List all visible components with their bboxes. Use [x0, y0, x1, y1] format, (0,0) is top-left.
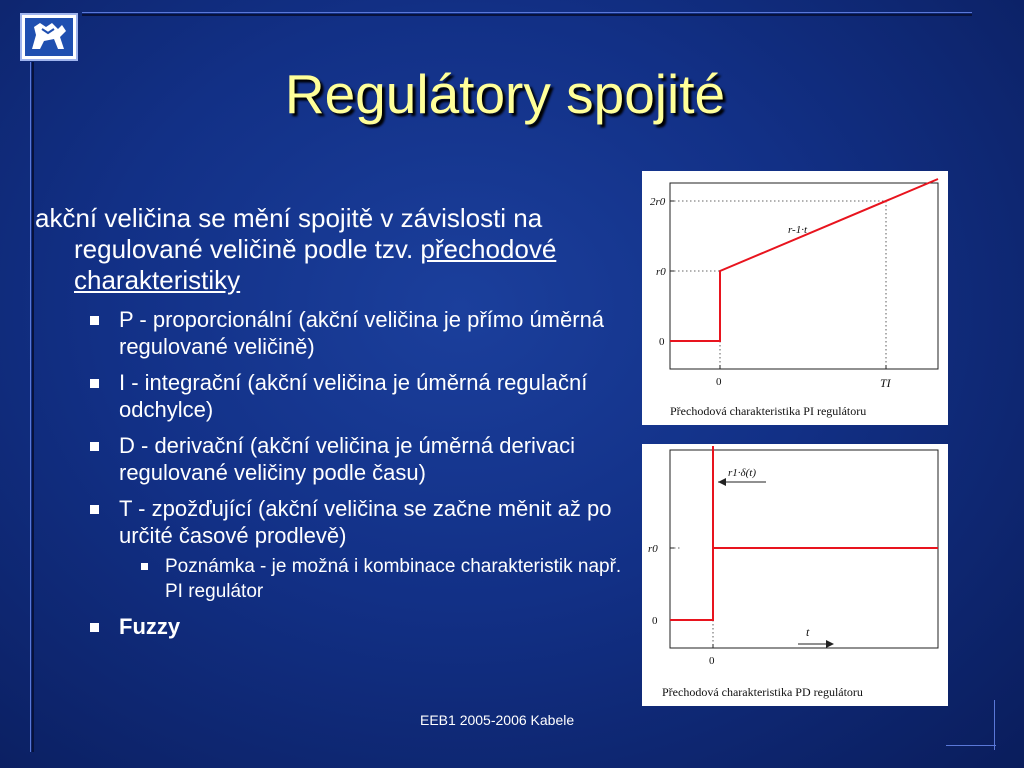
pd-label-x0: 0 — [709, 655, 715, 667]
characteristic-link[interactable]: přechodové charakteristiky — [74, 234, 557, 295]
pd-label-r0: r0 — [648, 543, 658, 555]
bullet-list — [35, 306, 635, 640]
pi-label-2r0: 2r0 — [650, 196, 666, 208]
frame-line-top-shadow — [82, 14, 972, 16]
square-bullet-icon — [90, 442, 99, 451]
pi-label-x0: 0 — [716, 376, 722, 388]
pi-step-response-figure — [642, 171, 948, 425]
list-item — [35, 613, 635, 640]
square-bullet-icon — [90, 623, 99, 632]
frame-line-top — [82, 12, 972, 13]
main-paragraph — [35, 203, 635, 296]
bullet-text: P - proporcionální (akční veličina je přímo úměrná regulované veličině) — [119, 307, 605, 359]
list-item — [35, 495, 635, 604]
pd-time-arrowhead-icon — [826, 640, 834, 648]
pd-time-label: t — [806, 625, 810, 639]
pd-annotation: r1·δ(t) — [728, 467, 757, 479]
pi-label-r0: r0 — [656, 266, 666, 278]
pd-label-zero: 0 — [652, 615, 658, 627]
frame-corner-right-horizontal — [946, 745, 996, 746]
pi-response-curve — [670, 179, 938, 341]
square-bullet-icon — [141, 563, 148, 570]
bullet-text: I - integrační (akční veličina je úměrná regulační odchylce) — [119, 370, 588, 422]
bullet-text-fuzzy: Fuzzy — [119, 614, 181, 639]
slide-title: Regulátory spojité — [284, 63, 726, 125]
square-bullet-icon — [90, 505, 99, 514]
pi-label-zero: 0 — [659, 336, 665, 348]
frame-corner-right-vertical — [994, 700, 995, 750]
square-bullet-icon — [90, 316, 99, 325]
slide-content — [35, 203, 635, 649]
pi-label-ti: TI — [880, 376, 891, 390]
square-bullet-icon — [90, 379, 99, 388]
list-item — [35, 306, 635, 360]
university-logo — [20, 13, 78, 61]
sub-bullet-list — [119, 554, 635, 604]
pd-caption: Přechodová charakteristika PD regulátoru — [662, 685, 863, 699]
pi-annotation: r-1·t — [788, 224, 808, 236]
bullet-text: D - derivační (akční veličina je úměrná derivaci regulované veličiny podle času) — [119, 433, 576, 485]
sub-bullet-text: Poznámka - je možná i kombinace charakteristik např. PI regulátor — [165, 556, 622, 602]
list-item — [35, 432, 635, 486]
slide-footer: EEB1 2005-2006 Kabele — [420, 712, 575, 728]
frame-line-left — [30, 62, 31, 752]
bullet-text: T - zpožďující (akční veličina se začne měnit až po určité časové prodlevě) — [119, 496, 612, 548]
frame-line-left-shadow — [32, 62, 34, 752]
pi-caption: Přechodová charakteristika PI regulátoru — [670, 404, 867, 418]
pd-response-curve — [670, 446, 938, 620]
pd-step-response-figure — [642, 444, 948, 706]
main-text: akční veličina se mění spojitě v závislosti na regulované veličině podle tzv. — [35, 203, 543, 264]
list-item — [35, 369, 635, 423]
pd-annotation-arrowhead-icon — [718, 478, 726, 486]
sub-list-item — [35, 554, 635, 604]
